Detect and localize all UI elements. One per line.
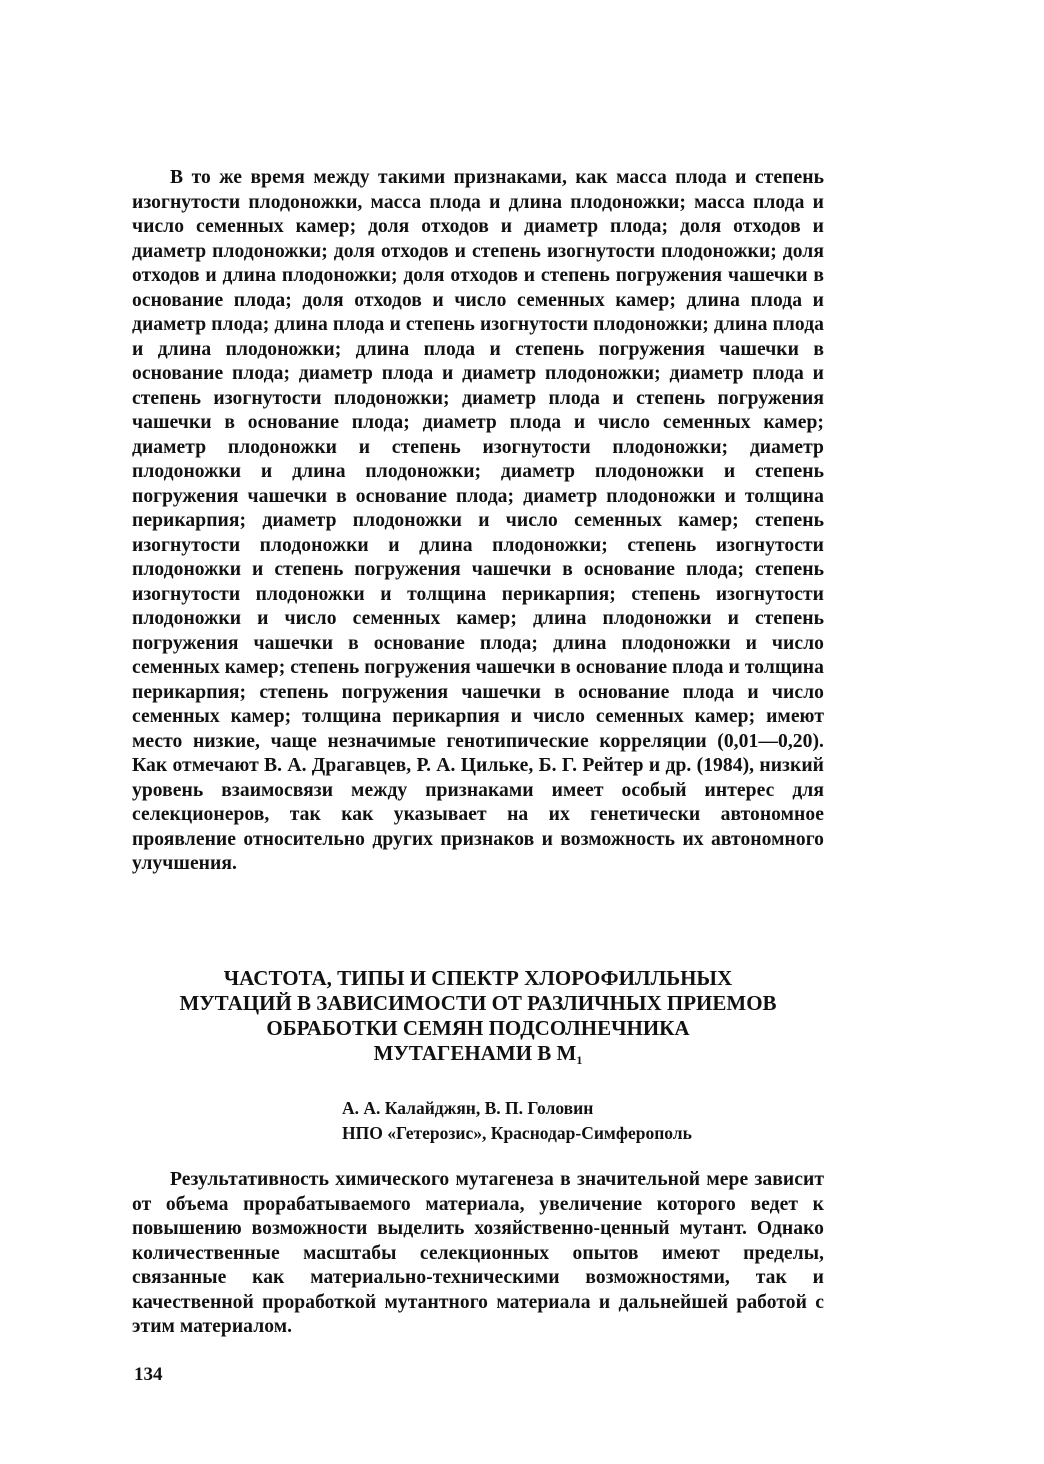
- author-affiliation: НПО «Гетерозис», Краснодар-Симферополь: [342, 1123, 692, 1143]
- article-title: [132, 966, 824, 1073]
- author-block: [342, 1096, 692, 1146]
- title-line-4-text: МУТАГЕНАМИ В М: [373, 1041, 577, 1065]
- title-subscript: 1: [576, 1053, 583, 1067]
- page-number: 134: [134, 1364, 163, 1385]
- title-line-4: [132, 1041, 824, 1073]
- body-paragraph-correlations: В то же время между такими признаками, как масса плода и степень изогнутости плодоножки, масса плода и длина плодоножки; масса плода и число семенных камер; доля отходов и диаметр плода; доля отходов и диаметр плодоножки; доля отходов и степень изогнутости плодоножки; доля отходов и длина плодоножки; доля отходов и степень погружения чашечки в основание плода; доля отходов и число семенных камер; длина плода и диаметр плода; длина плода и степень изогнутости плодоножки; длина плода и длина плодоножки; длина плода и степень погружения чашечки в основание плода; диаметр плода и диаметр плодоножки; диаметр плода и степень изогнутости плодоножки; диаметр плода и степень погружения чашечки в основание плода; диаметр плода и число семенных камер; диаметр плодоножки и степень изогнутости плодоножки; диаметр плодоножки и длина плодоножки; диаметр плодоножки и степень погружения чашечки в основание плода; диаметр плодоножки и толщина перикарпия; диаметр плодоножки и число семенных камер; степень изогнутости плодоножки и длина плодоножки; степень изогнутости плодоножки и степень погружения чашечки в основание плода; степень изогнутости плодоножки и толщина перикарпия; степень изогнутости плодоножки и число семенных камер; длина плодоножки и степень погружения чашечки в основание плода; длина плодоножки и число семенных камер; степень погружения чашечки в основание плода и толщина перикарпия; степень погружения чашечки в основание плода и число семенных камер; толщина перикарпия и число семенных камер; имеют место низкие, чаще незначимые генотипические корреляции (0,01—0,20). Как отмечают В. А. Драгавцев, Р. А. Цильке, Б. Г. Рейтер и др. (1984), низкий уровень взаимосвязи между признаками имеет особый интерес для селекционеров, так как указывает на их генетически автономное проявление относительно других признаков и возможность их автономного улучшения.: [132, 167, 824, 874]
- title-line-1: ЧАСТОТА, ТИПЫ И СПЕКТР ХЛОРОФИЛЛЬНЫХ: [223, 966, 733, 990]
- title-line-3: ОБРАБОТКИ СЕМЯН ПОДСОЛНЕЧНИКА: [266, 1016, 690, 1040]
- body-paragraph-mutagenesis: Результативность химического мутагенеза в значительной мере зависит от объема прорабатываемого материала, увеличение которого ведет к повышению возможности выделить хозяйственно-ценный мутант. Однако количественные масштабы селекционных опытов имеют пределы, связанные как материально-техническими возможностями, так и качественной проработкой мутантного материала и дальнейшей работой с этим материалом.: [132, 1169, 824, 1337]
- title-line-2: МУТАЦИЙ В ЗАВИСИМОСТИ ОТ РАЗЛИЧНЫХ ПРИЕМОВ: [179, 991, 777, 1015]
- author-names: А. А. Калайджян, В. П. Головин: [342, 1098, 594, 1118]
